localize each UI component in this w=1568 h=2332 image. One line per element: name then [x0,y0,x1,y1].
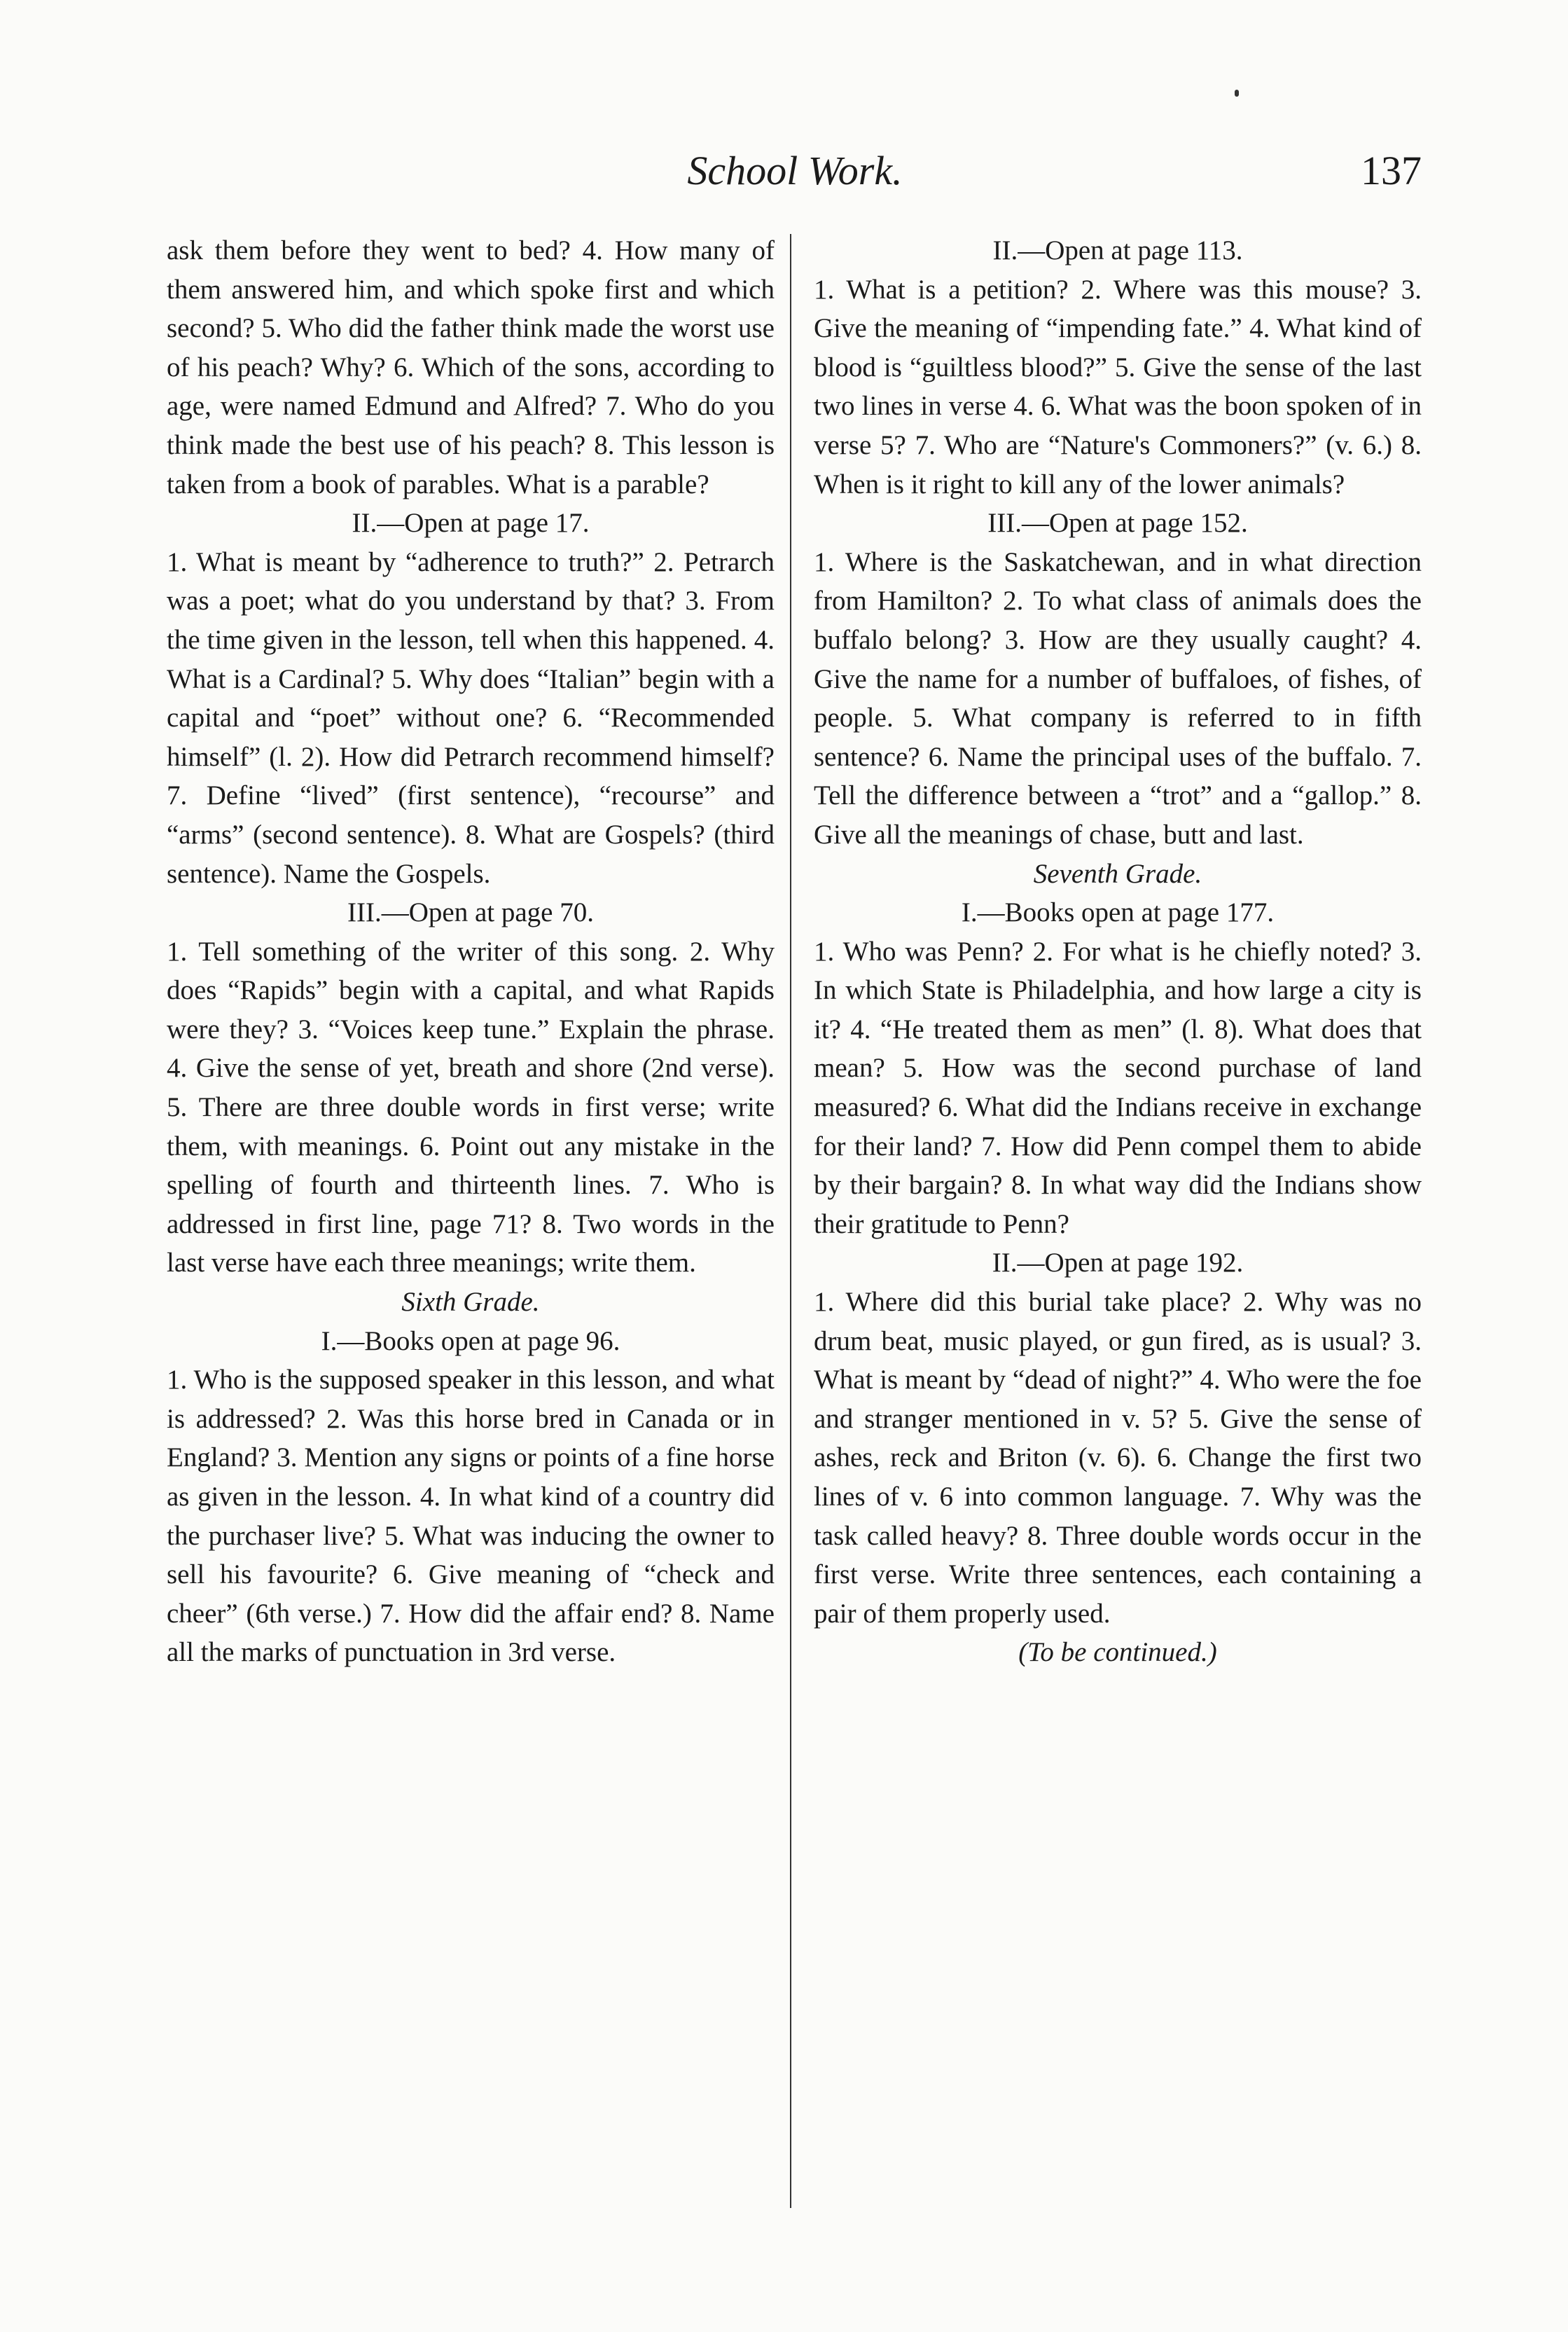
right-column [814,231,1422,1672]
column-divider [790,234,791,2208]
page-header [168,147,1422,203]
right-paragraph-4: 1. Where did this burial take place? 2. Why was no drum beat, music played, or gun fired, as is usual? 3. What is meant by “dead of night?” 4. Who were the foe and stranger mentioned in v. 5? 5. Give the sense of ashes, reck and Briton (v. 6). 6. Change the first two lines of v. 6 into common language. 7. Why was the task called heavy? 8. Three double words occur in the first verse. Write three sentences, each containing a pair of them properly used. [814,1287,1422,1629]
running-title: School Work. [687,148,903,193]
left-paragraph-4: 1. Who is the supposed speaker in this lesson, and what is addressed? 2. Was this horse bred in Canada or in England? 3. Mention any signs or points of a fine horse as given in the lesson. 4. In what kind of a country did the purchaser live? 5. What was inducing the owner to sell his favourite? 6. Give meaning of “check and cheer” (6th verse.) 7. How did the affair end? 8. Name all the marks of punctuation in 3rd verse. [167,1365,775,1668]
right-paragraph-1: 1. What is a petition? 2. Where was this mouse? 3. Give the meaning of “impending fate.” 4. What kind of blood is “guiltless blood?” 5. Give the sense of the last two lines in verse 4. 6. What was the boon spoken of in verse 5? 7. Who are “Nature's Commoners?” (v. 6.) 8. When is it right to kill any of the lower animals? [814,274,1422,499]
left-column [167,231,775,1672]
sixth-grade-heading: Sixth Grade. [401,1287,540,1318]
right-paragraph-2: 1. Where is the Saskatchewan, and in what direction from Hamilton? 2. To what class of animals does the buffalo belong? 3. How are they usually caught? 4. Give the name for a number of buffaloes, of fishes, of people. 5. What company is referred to in fifth sentence? 6. Name the principal uses of the buffalo. 7. Tell the difference between a “trot” and a “gallop.” 8. Give all the meanings of chase, butt and last. [814,546,1422,850]
left-heading-2: II.—Open at page 17. [352,508,590,539]
right-heading-4: II.—Open at page 192. [992,1248,1244,1278]
right-heading-1: II.—Open at page 113. [992,235,1243,265]
to-be-continued-note: (To be continued.) [1018,1637,1217,1668]
right-heading-3: I.—Books open at page 177. [961,897,1275,928]
left-paragraph-2: 1. What is meant by “adherence to truth?” 2. Petrarch was a poet; what do you understand by that? 3. From the time given in the lesson, tell when this happened. 4. What is a Cardinal? 5. Why does “Italian” begin with a capital and “poet” without one? 6. “Recommended himself” (l. 2). How did Petrarch recommend himself? 7. Define “lived” (first sentence), “recourse” and “arms” (second sentence). 8. What are Gospels? (third sentence). Name the Gospels. [167,546,775,889]
right-paragraph-3: 1. Who was Penn? 2. For what is he chiefly noted? 3. In which State is Philadelphia, and how large a city is it? 4. “He treated them as men” (l. 8). What does that mean? 5. How was the second purchase of land measured? 6. What did the Indians receive in exchange for their land? 7. How did Penn compel them to abide by their bargain? 8. In what way did the Indians show their gratitude to Penn? [814,936,1422,1239]
seventh-grade-heading: Seventh Grade. [1033,858,1202,889]
left-heading-3: III.—Open at page 70. [347,897,594,928]
left-paragraph-3: 1. Tell something of the writer of this song. 2. Why does “Rapids” begin with a capital, and what Rapids were they? 3. “Voices keep tune.” Explain the phrase. 4. Give the sense of yet, breath and shore (2nd verse). 5. There are three double words in first verse; write them, with meanings. 6. Point out any mistake in the spelling of fourth and thirteenth lines. 7. Who is addressed in first line, page 71? 8. Two words in the last verse have each three meanings; write them. [167,936,775,1278]
left-heading-4: I.—Books open at page 96. [321,1325,620,1356]
left-paragraph-1: ask them before they went to bed? 4. How many of them answered him, and which spoke first and which second? 5. Who did the father think made the worst use of his peach? Why? 6. Which of the sons, according to age, were named Edmund and Alfred? 7. Who do you think made the best use of his peach? 8. This lesson is taken from a book of parables. What is a parable? [167,235,775,499]
print-speck [1235,90,1239,97]
right-heading-2: III.—Open at page 152. [987,508,1248,539]
page-number: 137 [1361,148,1422,193]
